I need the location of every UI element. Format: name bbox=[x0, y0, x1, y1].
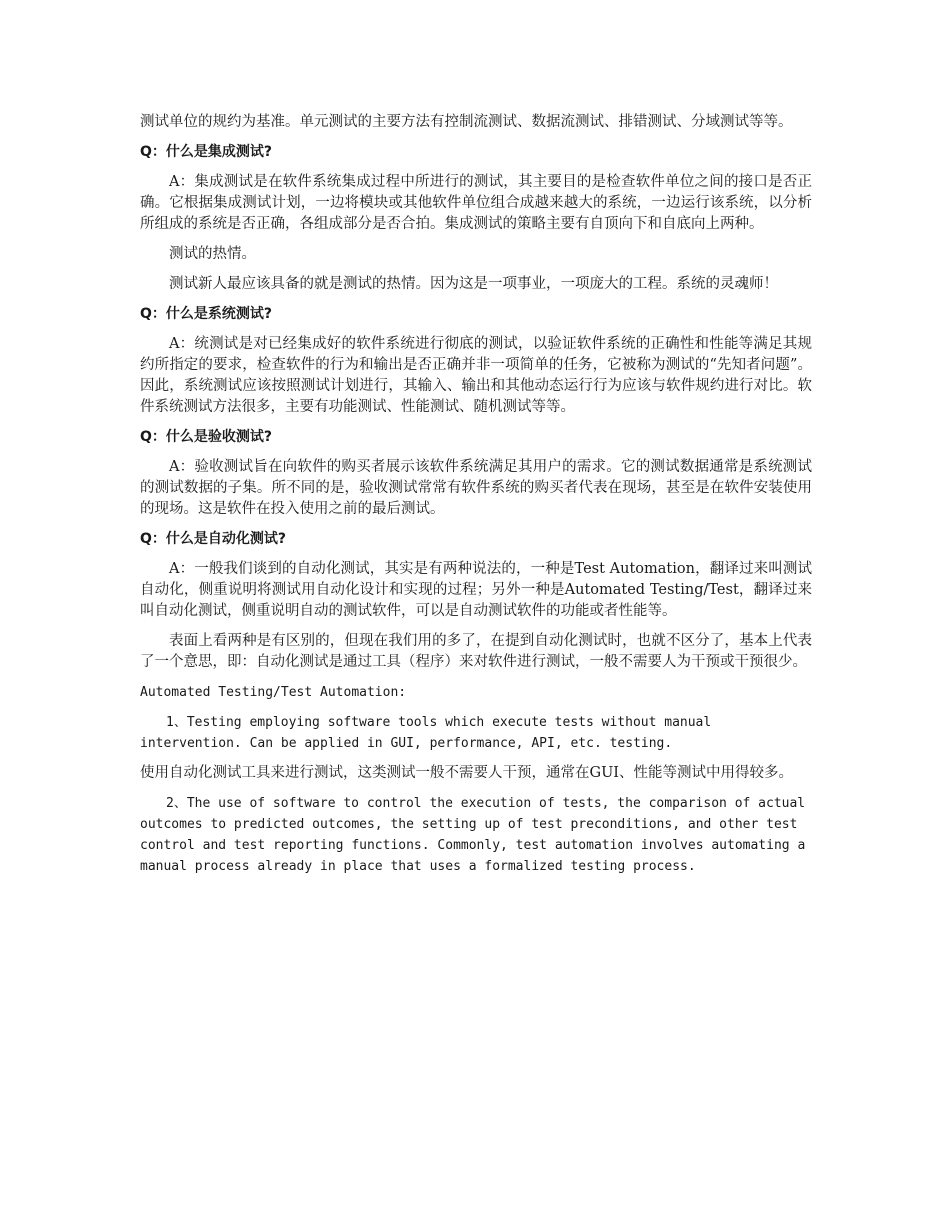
automation-definition-heading: Automated Testing/Test Automation: bbox=[140, 685, 407, 700]
answer-system-test: A：统测试是对已经集成好的软件系统进行彻底的测试，以验证软件系统的正确性和性能等满足其规约所指定的要求，检查软件的行为和输出是否正确并非一项简单的任务，它被称为测试的“先知者问题”。因此，系统测试应该按照测试计划进行，其输入、输出和其他动态运行行为应该与软件规约进行对比。软件系统测试方法很多，主要有功能测试、性能测试、随机测试等等。 bbox=[140, 336, 812, 415]
question-system-test: Q：什么是系统测试? bbox=[140, 306, 273, 322]
answer-integration-test: A：集成测试是在软件系统集成过程中所进行的测试，其主要目的是检查软件单位之间的接口是否正确。它根据集成测试计划，一边将模块或其他软件单位组合成越来越大的系统，一边运行该系统，以分析所组成的系统是否正确，各组成部分是否合拍。集成测试的策略主要有自顶向下和自底向上两种。 bbox=[140, 174, 812, 232]
question-acceptance-test: Q：什么是验收测试? bbox=[140, 429, 273, 445]
answer-automation-test: A：一般我们谈到的自动化测试，其实是有两种说法的，一种是Test Automation，翻译过来叫测试自动化，侧重说明将测试用自动化设计和实现的过程；另外一种是Automated Testing/Test，翻译过来叫自动化测试，侧重说明自动的测试软件，可以是自动测试软件的功能或者性能等。 bbox=[140, 561, 812, 619]
question-integration-test: Q：什么是集成测试? bbox=[140, 144, 273, 160]
question-automation-test: Q：什么是自动化测试? bbox=[140, 531, 287, 547]
paragraph-testing-passion: 测试新人最应该具备的就是测试的热情。因为这是一项事业，一项庞大的工程。系统的灵魂师！ bbox=[169, 276, 778, 292]
document-body bbox=[140, 112, 812, 886]
automation-definition-1-translation: 使用自动化测试工具来进行测试，这类测试一般不需要人干预，通常在GUI、性能等测试中用得较多。 bbox=[140, 765, 794, 781]
paragraph-automation-difference: 表面上看两种是有区别的，但现在我们用的多了，在提到自动化测试时，也就不区分了，基本上代表了一个意思，即：自动化测试是通过工具（程序）来对软件进行测试，一般不需要人为干预或干预很少。 bbox=[140, 633, 812, 670]
automation-definition-1: 1、Testing employing software tools which execute tests without manual intervention. Can be applied in GUI, performance, API, etc. testing. bbox=[140, 715, 712, 751]
paragraph-unit-test-end: 测试单位的规约为基准。单元测试的主要方法有控制流测试、数据流测试、排错测试、分域测试等等。 bbox=[140, 114, 793, 130]
automation-definition-2: 2、The use of software to control the execution of tests, the comparison of actual outcomes to predicted outcomes, the setting up of test preconditions, and other test control and test reporting functions. Commonly, test automation involves automating a manual process already in place that uses a formalized testing process. bbox=[140, 796, 806, 874]
paragraph-testing-passion-title: 测试的热情。 bbox=[169, 246, 256, 262]
answer-acceptance-test: A：验收测试旨在向软件的购买者展示该软件系统满足其用户的需求。它的测试数据通常是系统测试的测试数据的子集。所不同的是，验收测试常常有软件系统的购买者代表在现场，甚至是在软件安装使用的现场。这是软件在投入使用之前的最后测试。 bbox=[140, 459, 812, 517]
